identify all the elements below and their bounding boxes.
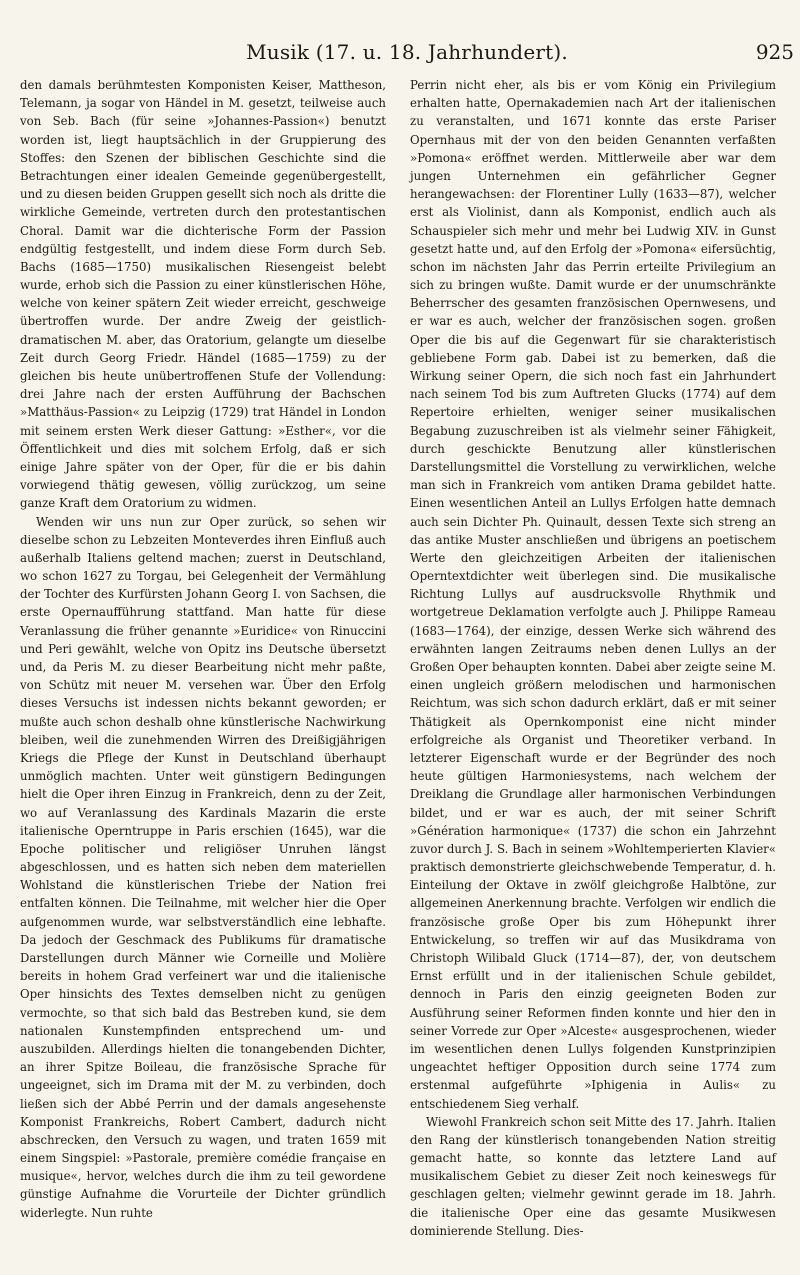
right-column — [410, 76, 776, 1240]
paragraph: den damals berühmtesten Komponisten Keiser, Mattheson, Telemann, ja sogar von Händel in M. gesetzt, teilweise auch von Seb. Bach (für seine »Johannes-Passion«) benutzt worden ist, liegt hauptsächlich in der Gruppierung des Stoffes: den Szenen der biblischen Geschichte sind die Betrachtungen einer idealen Gemeinde gegenübergestellt, und zu diesen beiden Gruppen gesellt sich noch als dritte die wirkliche Gemeinde, vertreten durch den protestantischen Choral. Damit war die dichterische Form der Passion endgültig festgestellt, und indem diese Form durch Seb. Bachs (1685—1750) musikalischen Riesengeist belebt wurde, erhob sich die Passion zu einer künstlerischen Höhe, welche von keiner spätern Zeit wieder erreicht, geschweige übertroffen wurde. Der andre Zweig der geistlich-dramatischen M. aber, das Oratorium, gelangte um dieselbe Zeit durch Georg Friedr. Händel (1685—1759) zu der gleichen bis heute unübertroffenen Stufe der Vollendung: drei Jahre nach der ersten Aufführung der Bachschen »Matthäus-Passion« zu Leipzig (1729) trat Händel in London mit seinem ersten Werk dieser Gattung: »Esther«, vor die Öffentlichkeit und dies mit solchem Erfolg, daß er sich einige Jahre später von der Oper, für die er bis dahin vorwiegend thätig gewesen, völlig zurückzog, um seine ganze Kraft dem Oratorium zu widmen. — [20, 78, 386, 511]
running-head — [20, 36, 794, 66]
page-title: Musik (17. u. 18. Jahrhundert). — [246, 40, 568, 64]
paragraph: Wenden wir uns nun zur Oper zurück, so sehen wir dieselbe schon zu Lebzeiten Monteverdes ihren Einfluß auch außerhalb Italiens geltend machen; zuerst in Deutschland, wo schon 1627 zu Torgau, bei Gelegenheit der Vermählung der Tochter des Kurfürsten Johann Georg I. von Sachsen, die erste Opernaufführung stattfand. Man hatte für diese Veranlassung die früher genannte »Euridice« von Rinuccini und Peri gewählt, welche von Opitz ins Deutsche übersetzt und, da Peris M. zu dieser Bearbeitung nicht mehr paßte, von Schütz mit neuer M. versehen war. Über den Erfolg dieses Versuchs ist indessen nichts bekannt geworden; er mußte auch schon deshalb ohne künstlerische Nachwirkung bleiben, weil die zunehmenden Wirren des Dreißigjährigen Kriegs die Pflege der Kunst in Deutschland überhaupt unmöglich machten. Unter weit günstigern Bedingungen hielt die Oper ihren Einzug in Frankreich, denn zu der Zeit, wo auf Veranlassung des Kardinals Mazarin die erste italienische Operntruppe in Paris erschien (1645), war die Epoche politischer und religiöser Unruhen längst abgeschlossen, und es hatten sich neben dem materiellen Wohlstand die künstlerischen Triebe der Nation frei entfalten können. Die Teilnahme, mit welcher hier die Oper aufgenommen wurde, war selbstverständlich eine lebhafte. Da jedoch der Geschmack des Publikums für dramatische Darstellungen durch Männer wie Corneille und Molière bereits in hohem Grad verfeinert war und die italienische Oper hinsichts des Textes demselben nicht zu genügen vermochte, so that sich bald das Bestreben kund, sie dem nationalen Kunstempfinden entsprechend um- und auszubilden. Allerdings hielten die tonangebenden Dichter, an ihrer Spitze Boileau, die französische Sprache für ungeeignet, sich im Drama mit der M. zu verbinden, doch ließen sich der Abbé Perrin und der damals angesehenste Komponist Frankreichs, Robert Cambert, dadurch nicht abschrecken, den Versuch zu wagen, und traten 1659 mit einem Singspiel: »Pastorale, première comédie française en musique«, hervor, welches durch die ihm zu teil gewordene günstige Aufnahme die Vorurteile der Dichter gründlich widerlegte. Nun ruhte — [20, 514, 386, 1220]
left-column — [20, 76, 386, 1222]
paragraph: Wiewohl Frankreich schon seit Mitte des 17. Jahrh. Italien den Rang der künstlerisch tonangebenden Nation streitig gemacht hatte, so konnte das letztere Land auf musikalischem Gebiet zu dieser Zeit noch keineswegs für geschlagen gelten; vielmehr gewinnt gerade im 18. Jahrh. die italienische Oper eine das gesamte Musikwesen dominierende Stellung. Dies- — [410, 1114, 776, 1238]
paragraph: Perrin nicht eher, als bis er vom König ein Privilegium erhalten hatte, Opernakademien nach Art der italienischen zu veranstalten, und 1671 konnte das erste Pariser Opernhaus mit der von den beiden Genannten verfaßten »Pomona« eröffnet werden. Mittlerweile aber war dem jungen Unternehmen ein gefährlicher Gegner herangewachsen: der Florentiner Lully (1633—87), welcher erst als Violinist, dann als Komponist, endlich auch als Schauspieler sich mehr und mehr bei Ludwig XIV. in Gunst gesetzt hatte und, auf den Erfolg der »Pomona« eifersüchtig, schon im nächsten Jahr das Perrin erteilte Privilegium an sich zu bringen wußte. Damit wurde er der unumschränkte Beherrscher des gesamten französischen Opernwesens, und er war es auch, welcher der französischen sogen. großen Oper die bis auf die Gegenwart für sie charakteristisch gebliebene Form gab. Dabei ist zu bemerken, daß die Wirkung seiner Opern, die sich noch fast ein Jahrhundert nach seinem Tod bis zum Auftreten Glucks (1774) auf dem Repertoire erhielten, weniger seiner musikalischen Begabung zuzuschreiben ist als vielmehr seiner Fähigkeit, durch geschickte Benutzung aller künstlerischen Darstellungsmittel die Vorstellung zu verwirklichen, welche man sich in Frankreich vom antiken Drama gebildet hatte. Einen wesentlichen Anteil an Lullys Erfolgen hatte demnach auch sein Dichter Ph. Quinault, dessen Texte sich streng an das antike Muster anschließen und übrigens an poetischem Werte den gleichzeitigen Arbeiten der italienischen Operntextdichter weit überlegen sind. Die musikalische Richtung Lullys auf ausdrucksvolle Rhythmik und wortgetreue Deklamation verfolgte auch J. Philippe Rameau (1683—1764), der einzige, dessen Werke sich während des erwähnten langen Zeitraums neben denen Lullys an der Großen Oper behaupten konnten. Dabei aber zeigte seine M. einen ungleich größern melodischen und harmonischen Reichtum, was sich schon dadurch erklärt, daß er mit seiner Thätigkeit als Opernkomponist eine nicht minder erfolgreiche als Organist und Theoretiker verband. In letzterer Eigenschaft wurde er der Begründer des noch heute gültigen Harmoniesystems, nach welchem der Dreiklang die Grundlage aller harmonischen Verbindungen bildet, und er war es auch, der mit seiner Schrift »Génération harmonique« (1737) die schon ein Jahrzehnt zuvor durch J. S. Bach in seinem »Wohltemperierten Klavier« praktisch demonstrierte gleichschwebende Temperatur, d. h. Einteilung der Oktave in zwölf gleichgroße Halbtöne, zur allgemeinen Anerkennung brachte. Verfolgen wir endlich die französische große Oper bis zum Höhepunkt ihrer Entwickelung, so treffen wir auf das Musikdrama von Christoph Wilibald Gluck (1714—87), der, von deutschem Ernst erfüllt und in der italienischen Schule gebildet, dennoch in Paris den einzig geeigneten Boden zur Ausführung seiner Reformen finden konnte und hier den in seiner Vorrede zur Oper »Alceste« ausgesprochenen, wieder im wesentlichen denen Lullys folgenden Kunstprinzipien ungeachtet heftiger Opposition durch seine 1774 zum erstenmal aufgeführte »Iphigenia in Aulis« zu entschiedenem Sieg verhalf. — [410, 78, 776, 1111]
page-number: 925 — [755, 40, 794, 64]
